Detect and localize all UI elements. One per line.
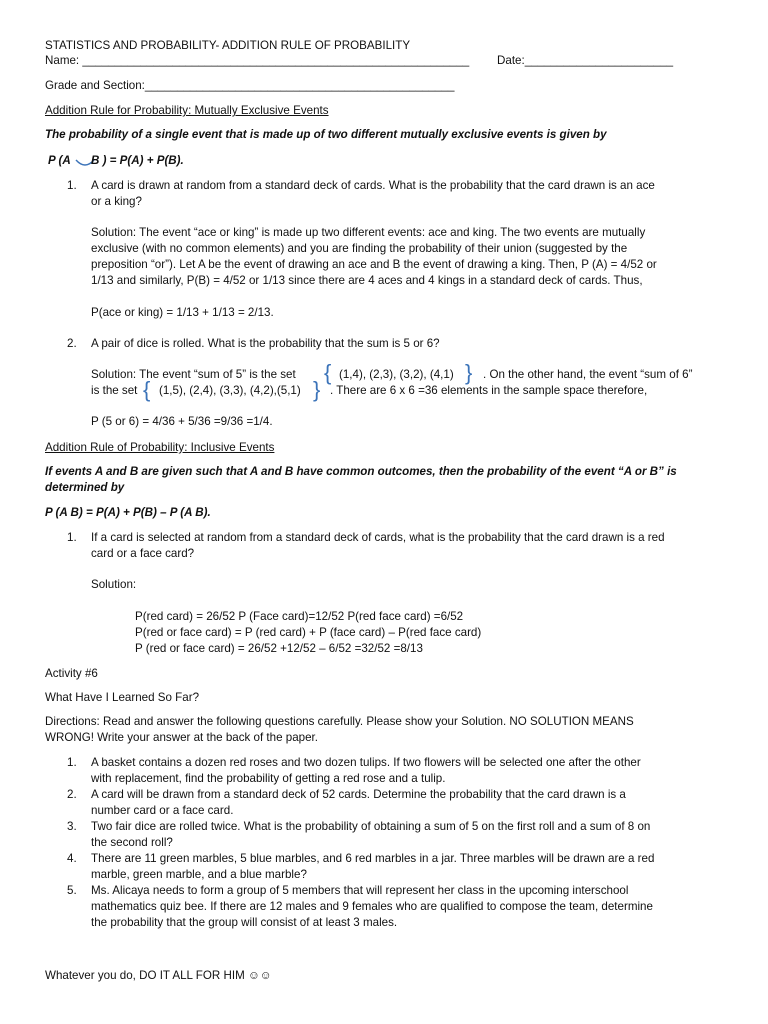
activity-item-text: Two fair dice are rolled twice. What is the probability of obtaining a sum of 5 on the first roll and a sum of 8 on [91,820,651,833]
q1-number: 1. [67,179,77,192]
inclusive-formula: P (A B) = P(A) + P(B) – P (A B). [45,506,211,519]
q1-text-line2: or a king? [91,195,142,208]
directions-line2: WRONG! Write your answer at the back of the paper. [45,731,318,744]
activity-item-text: mathematics quiz bee. If there are 12 males and 9 females who are qualified to compose the team, determine [91,900,653,913]
grade-section-line: Grade and Section:________________________________________________ [45,79,455,92]
q1-solution-line1: Solution: The event “ace or king” is made up two different events: ace and king. The two events are mutually [91,226,646,239]
activity-item-number: 2. [67,788,77,801]
activity-item-number: 1. [67,756,77,769]
union-formula-left: P (A [48,154,71,167]
date-field-line: Date:_______________________ [497,54,674,67]
activity-item-text: Ms. Alicaya needs to form a group of 5 members that will represent her class in the upcoming interschool [91,884,629,897]
q1-solution-line3: preposition “or”). Let A be the event of drawing an ace and B the event of drawing a king. Then, P (A) = 4/52 or [91,258,657,271]
activity-title: Activity #6 [45,667,98,680]
s2-q1-line2: card or a face card? [91,547,195,560]
q2-solution-part-b: . On the other hand, the event “sum of 6” [483,368,693,381]
s2-calc-line2: P(red or face card) = P (red card) + P (face card) – P(red face card) [135,626,482,639]
section-intro: The probability of a single event that is made up of two different mutually exclusive events is given by [45,128,607,141]
q2-solution-part-d: . There are 6 x 6 =36 elements in the sample space therefore, [330,384,648,397]
activity-item-text: marble, green marble, and a blue marble? [91,868,307,881]
left-brace-icon: { [324,360,332,385]
activity-item-text: A card will be drawn from a standard deck of 52 cards. Determine the probability that the card drawn is a [91,788,626,801]
activity-subtitle: What Have I Learned So Far? [45,691,200,704]
q1-answer: P(ace or king) = 1/13 + 1/13 = 2/13. [91,306,274,319]
activity-item-text: There are 11 green marbles, 5 blue marbles, and 6 red marbles in a jar. Three marbles will be drawn are a red [91,852,655,865]
q2-solution-part-a: Solution: The event “sum of 5” is the set [91,368,296,381]
s2-calc-line3: P (red or face card) = 26/52 +12/52 – 6/52 =32/52 =8/13 [135,642,423,655]
q2-answer: P (5 or 6) = 4/36 + 5/36 =9/36 =1/4. [91,415,273,428]
activity-item-text: number card or a face card. [91,804,234,817]
activity-item-text: A basket contains a dozen red roses and two dozen tulips. If two flowers will be selected one after the other [91,756,641,769]
q2-solution-part-c: is the set [91,384,138,397]
activity-item-number: 3. [67,820,77,833]
right-brace-icon: } [313,377,321,402]
s2-q1-number: 1. [67,531,77,544]
q1-solution-line4: 1/13 and similarly, P(B) = 4/52 or 1/13 since there are 4 aces and 4 kings in a standard deck of cards. Thus, [91,274,643,287]
section2-intro-line2: determined by [45,481,125,494]
s2-q1-line1: If a card is selected at random from a standard deck of cards, what is the probability that the card drawn is a red [91,531,665,544]
section-heading-mutually-exclusive: Addition Rule for Probability: Mutually Exclusive Events [45,104,329,117]
left-brace-icon: { [143,377,151,402]
union-formula-right: B ) = P(A) + P(B). [91,154,184,167]
name-field-line: Name: ____________________________________________________________ [45,54,470,67]
sum5-set: (1,4), (2,3), (3,2), (4,1) [339,368,454,381]
footer-motto: Whatever you do, DO IT ALL FOR HIM ☺☺ [45,969,272,982]
s2-solution-label: Solution: [91,578,137,591]
directions-line1: Directions: Read and answer the following questions carefully. Please show your Solution. NO SOLUTION MEANS [45,715,634,728]
activity-item-number: 4. [67,852,77,865]
q2-text: A pair of dice is rolled. What is the probability that the sum is 5 or 6? [91,337,440,350]
q1-solution-line2: exclusive (with no common elements) and you are finding the probability of their union (suggested by the [91,242,628,255]
section-heading-inclusive: Addition Rule of Probability: Inclusive Events [45,441,275,454]
activity-item-text: the probability that the group will consist of at least 3 males. [91,916,398,929]
activity-item-text: the second roll? [91,836,173,849]
right-brace-icon: } [465,360,473,385]
section2-intro-line1: If events A and B are given such that A and B have common outcomes, then the probability of the event “A or B” is [45,465,677,478]
q1-text-line1: A card is drawn at random from a standard deck of cards. What is the probability that the card drawn is an ace [91,179,655,192]
document-title: STATISTICS AND PROBABILITY- ADDITION RULE OF PROBABILITY [45,39,411,52]
activity-item-number: 5. [67,884,77,897]
s2-calc-line1: P(red card) = 26/52 P (Face card)=12/52 P(red face card) =6/52 [135,610,464,623]
q2-number: 2. [67,337,77,350]
sum6-set: (1,5), (2,4), (3,3), (4,2),(5,1) [159,384,301,397]
activity-item-text: with replacement, find the probability of getting a red rose and a tulip. [91,772,446,785]
